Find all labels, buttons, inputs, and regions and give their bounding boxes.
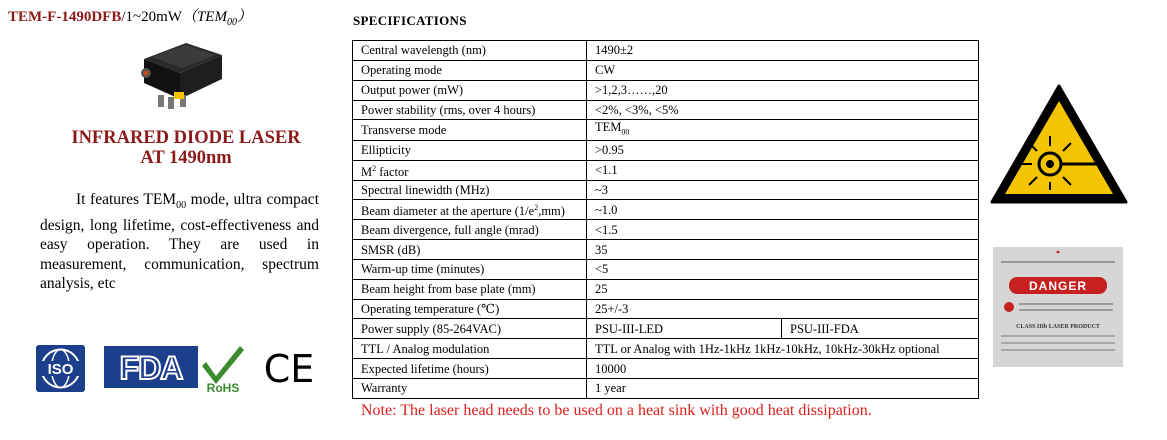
spec-value bbox=[587, 140, 979, 160]
spec-label-text: Power stability (rms, over 4 hours) bbox=[361, 102, 536, 117]
spec-label bbox=[353, 180, 587, 200]
spec-row bbox=[353, 60, 979, 80]
specifications-heading: SPECIFICATIONS bbox=[353, 13, 467, 28]
heat-sink-note: Note: The laser head needs to be used on a heat sink with good heat dissipation. bbox=[361, 402, 872, 419]
spec-label-text: Beam divergence, full angle (mrad) bbox=[361, 222, 539, 237]
spec-value bbox=[587, 240, 979, 260]
spec-label bbox=[353, 240, 587, 260]
class-text: CLASS IIIb LASER PRODUCT bbox=[1016, 324, 1100, 330]
spec-label bbox=[353, 200, 587, 220]
spec-row bbox=[353, 240, 979, 260]
spec-label-text: Expected lifetime (hours) bbox=[361, 361, 489, 376]
spec-label bbox=[353, 160, 587, 180]
spec-value-text: 25+/-3 bbox=[595, 302, 629, 317]
spec-row bbox=[353, 80, 979, 100]
spec-value-text: <2%, <3%, <5% bbox=[595, 102, 679, 117]
spec-label-text: Beam height from base plate (mm) bbox=[361, 282, 536, 297]
spec-label-text: Operating mode bbox=[361, 63, 442, 78]
spec-value bbox=[587, 339, 979, 359]
certification-logos bbox=[36, 342, 326, 394]
spec-label-text: SMSR (dB) bbox=[361, 242, 421, 257]
rohs-logo-icon bbox=[200, 342, 246, 394]
spec-value-text: 10000 bbox=[595, 361, 627, 376]
spec-row bbox=[353, 180, 979, 200]
spec-row bbox=[353, 120, 979, 141]
spec-label bbox=[353, 60, 587, 80]
spec-value-text: 1490±2 bbox=[595, 43, 634, 58]
spec-value bbox=[587, 120, 979, 141]
desc-part2: mode, ultra compact design, long lifetime, cost-effectiveness and easy operation. They are used in measurement, communication, spectrum analysis, etc bbox=[40, 191, 319, 293]
spec-value-text: 35 bbox=[595, 242, 608, 257]
spec-label-text: TTL / Analog modulation bbox=[361, 341, 490, 356]
product-description bbox=[40, 190, 319, 294]
mode-prefix: （TEM bbox=[181, 9, 227, 25]
spec-value bbox=[587, 279, 979, 299]
spec-label-text: Transverse mode bbox=[361, 123, 447, 138]
iso-logo-icon bbox=[36, 345, 85, 392]
spec-label-text: Beam diameter at the aperture (1/e bbox=[361, 204, 535, 219]
spec-label-text: M bbox=[361, 164, 373, 179]
spec-row bbox=[353, 279, 979, 299]
spec-row bbox=[353, 339, 979, 359]
spec-label-text: Central wavelength (nm) bbox=[361, 43, 486, 58]
spec-value bbox=[587, 379, 979, 399]
model-title bbox=[8, 5, 252, 28]
transverse-mode-title bbox=[181, 9, 252, 28]
ce-mark-icon bbox=[258, 348, 320, 386]
spec-label bbox=[353, 220, 587, 240]
spec-label bbox=[353, 41, 587, 61]
fda-logo-icon bbox=[104, 346, 198, 388]
spec-label bbox=[353, 339, 587, 359]
spec-label-text: Warm-up time (minutes) bbox=[361, 262, 485, 277]
spec-value-text: >0.95 bbox=[595, 143, 624, 158]
spec-label bbox=[353, 120, 587, 141]
power-range: /1~20mW bbox=[121, 9, 182, 25]
spec-value bbox=[587, 41, 979, 61]
spec-value bbox=[587, 200, 979, 220]
spec-row bbox=[353, 160, 979, 180]
specifications-table bbox=[352, 40, 979, 399]
spec-value-text: <5 bbox=[595, 262, 609, 277]
spec-value bbox=[587, 60, 979, 80]
spec-label bbox=[353, 319, 587, 339]
danger-laser-label-icon bbox=[993, 247, 1123, 367]
spec-label-text: Power supply (85-264VAC) bbox=[361, 321, 502, 336]
spec-label bbox=[353, 379, 587, 399]
spec-label-text: Warranty bbox=[361, 381, 408, 396]
desc-subscript: 00 bbox=[176, 200, 187, 212]
mode-suffix: ） bbox=[236, 9, 252, 25]
laser-warning-triangle-icon bbox=[990, 84, 1128, 204]
spec-label-rest: ,mm) bbox=[538, 204, 565, 219]
spec-value-text: <1.5 bbox=[595, 222, 618, 237]
spec-label bbox=[353, 259, 587, 279]
spec-value-text: ~3 bbox=[595, 182, 609, 197]
spec-value-text: 25 bbox=[595, 282, 608, 297]
spec-value bbox=[587, 319, 782, 339]
spec-label-text: Spectral linewidth (MHz) bbox=[361, 182, 490, 197]
spec-value-text: PSU-III-LED bbox=[595, 321, 664, 336]
spec-value bbox=[587, 359, 979, 379]
danger-text: DANGER bbox=[1028, 279, 1088, 293]
spec-row bbox=[353, 100, 979, 120]
spec-value bbox=[587, 160, 979, 180]
spec-label bbox=[353, 359, 587, 379]
spec-value-text: TEM bbox=[595, 120, 622, 135]
spec-value bbox=[587, 220, 979, 240]
desc-part1: It features TEM bbox=[76, 191, 177, 208]
spec-label-text: Ellipticity bbox=[361, 143, 411, 158]
iso-text: ISO bbox=[47, 361, 74, 378]
spec-label-text: Operating temperature (℃) bbox=[361, 302, 500, 317]
spec-value bbox=[587, 299, 979, 319]
spec-value-text: 1 year bbox=[595, 381, 626, 396]
fda-text: FDA bbox=[119, 350, 183, 386]
spec-value bbox=[587, 259, 979, 279]
spec-label bbox=[353, 140, 587, 160]
spec-label bbox=[353, 80, 587, 100]
spec-row bbox=[353, 140, 979, 160]
spec-value-secondary: PSU-III-FDA bbox=[782, 319, 979, 339]
spec-row bbox=[353, 200, 979, 220]
spec-value-text: <1.1 bbox=[595, 163, 618, 178]
product-name-line1: INFRARED DIODE LASER bbox=[71, 128, 301, 148]
spec-value-text: >1,2,3……,20 bbox=[595, 83, 668, 98]
spec-value bbox=[587, 100, 979, 120]
spec-label-rest: factor bbox=[376, 164, 409, 179]
laser-product-image bbox=[130, 37, 228, 111]
spec-value bbox=[587, 80, 979, 100]
mode-subscript: 00 bbox=[226, 17, 237, 28]
product-name bbox=[36, 128, 336, 168]
spec-value-text: ~1.0 bbox=[595, 202, 618, 217]
spec-row bbox=[353, 259, 979, 279]
ce-text: CE bbox=[263, 348, 315, 386]
spec-label-text: Output power (mW) bbox=[361, 83, 464, 98]
spec-value-subscript: 00 bbox=[621, 127, 630, 137]
spec-value bbox=[587, 180, 979, 200]
spec-row bbox=[353, 220, 979, 240]
spec-label-superscript: 2 bbox=[534, 203, 539, 213]
model-code: TEM-F-1490DFB bbox=[8, 9, 122, 25]
spec-label-superscript: 2 bbox=[372, 163, 377, 173]
product-name-line2: AT 1490nm bbox=[140, 148, 232, 168]
spec-label bbox=[353, 299, 587, 319]
spec-row bbox=[353, 41, 979, 61]
spec-label bbox=[353, 100, 587, 120]
rohs-text: RoHS bbox=[206, 381, 240, 394]
spec-value-text: CW bbox=[595, 63, 616, 78]
spec-row bbox=[353, 359, 979, 379]
spec-label bbox=[353, 279, 587, 299]
spec-row bbox=[353, 379, 979, 399]
spec-row bbox=[353, 319, 979, 339]
spec-row bbox=[353, 299, 979, 319]
spec-value-text: TTL or Analog with 1Hz-1kHz 1kHz-10kHz, 10kHz-30kHz optional bbox=[595, 341, 940, 356]
